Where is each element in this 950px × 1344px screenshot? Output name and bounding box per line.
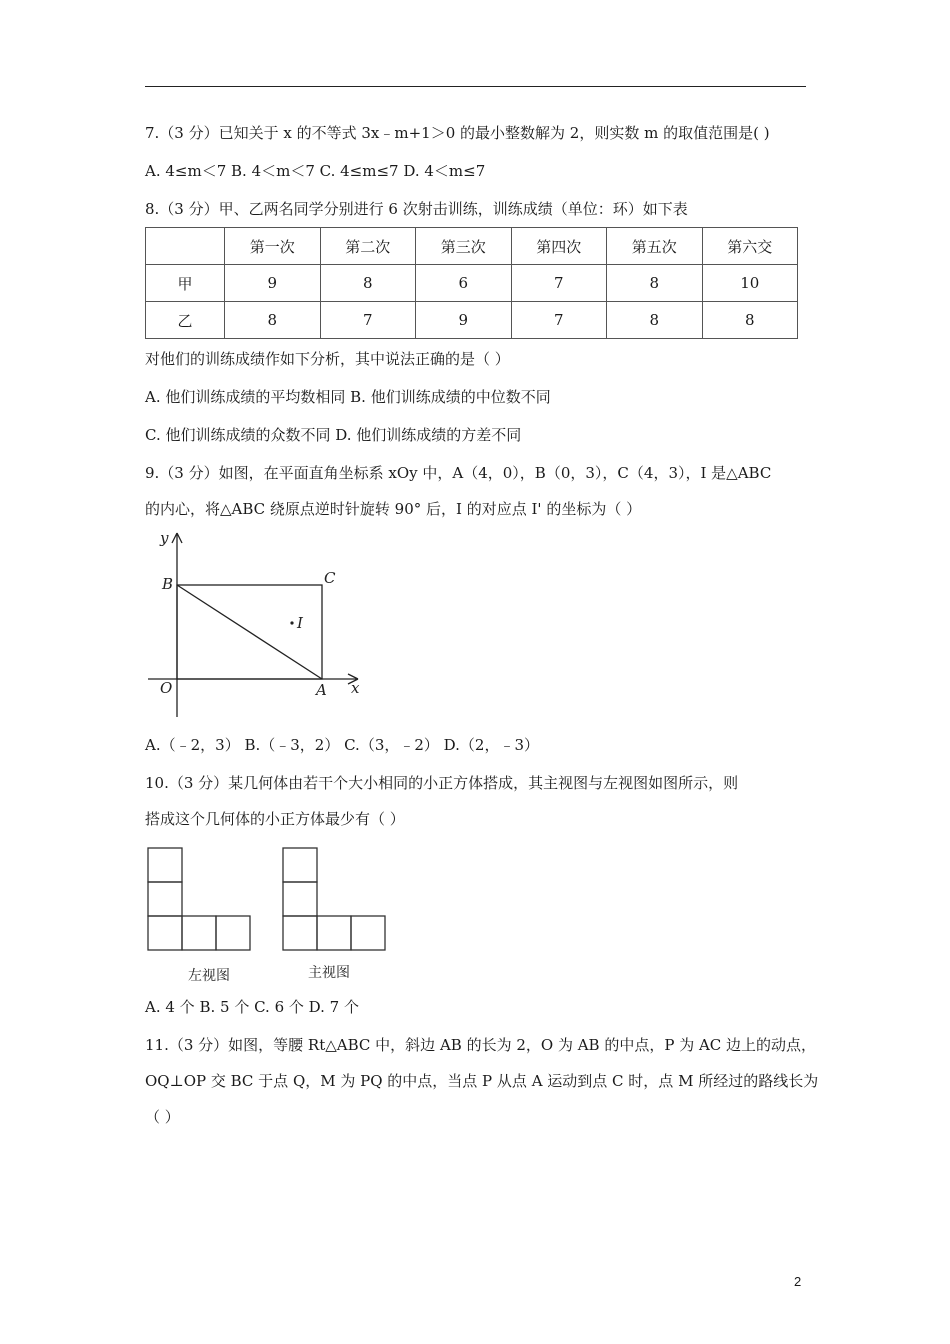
- left-view-cube: [148, 848, 182, 882]
- main-view-cube: [283, 882, 317, 916]
- left-view-cube: [148, 916, 182, 950]
- table-cell: 10: [702, 265, 798, 302]
- table-header-cell: 第六交: [702, 228, 798, 265]
- table-cell: 7: [511, 265, 607, 302]
- main-view-caption: 主视图: [308, 965, 350, 981]
- table-header-row: [146, 228, 798, 265]
- q10-options: A. 4 个 B. 5 个 C. 6 个 D. 7 个: [145, 998, 359, 1016]
- label-y: y: [160, 529, 169, 547]
- table-cell: 8: [607, 265, 703, 302]
- table-cell: 8: [320, 265, 416, 302]
- table-header-cell: 第五次: [607, 228, 703, 265]
- table-cell: 8: [225, 302, 321, 339]
- table-cell: 7: [320, 302, 416, 339]
- q7-stem: 7.（3 分）已知关于 x 的不等式 3x﹣m+1＞0 的最小整数解为 2，则实数 m 的取值范围是( ): [145, 124, 770, 142]
- label-i: I: [297, 614, 303, 632]
- label-c: C: [324, 569, 336, 587]
- table-cell: 甲: [146, 265, 225, 302]
- table-cell: 9: [225, 265, 321, 302]
- label-a: A: [316, 681, 327, 699]
- table-cell: 6: [416, 265, 512, 302]
- q7-options: A. 4≤m＜7 B. 4＜m＜7 C. 4≤m≤7 D. 4＜m≤7: [145, 162, 486, 180]
- main-view-figure: [280, 845, 390, 985]
- left-view-caption: 左视图: [188, 968, 230, 984]
- score-table: [145, 227, 798, 339]
- header-rule: [145, 86, 806, 87]
- table-header-cell: [146, 228, 225, 265]
- segment-ab: [177, 585, 322, 679]
- coordinate-figure: [140, 525, 370, 725]
- q11-stem-line2: OQ⊥OP 交 BC 于点 Q，M 为 PQ 的中点，当点 P 从点 A 运动到点 C 时，点 M 所经过的路线长为: [145, 1072, 819, 1090]
- table-header-cell: 第四次: [511, 228, 607, 265]
- table-cell: 7: [511, 302, 607, 339]
- left-view-cube: [182, 916, 216, 950]
- q9-options: A.（﹣2，3） B.（﹣3，2） C.（3，﹣2） D.（2，﹣3）: [145, 736, 540, 754]
- label-b: B: [162, 575, 174, 593]
- q10-stem-line1: 10.（3 分）某几何体由若干个大小相同的小正方体搭成，其主视图与左视图如图所示，则: [145, 774, 739, 792]
- q11-stem-line3: （ ）: [145, 1108, 180, 1126]
- q9-stem-line1: 9.（3 分）如图，在平面直角坐标系 xOy 中，A（4，0），B（0，3），C（4，3），I 是△ABC: [145, 464, 772, 482]
- label-x: x: [351, 679, 360, 697]
- q10-stem-line2: 搭成这个几何体的小正方体最少有（ ）: [145, 810, 405, 828]
- q11-stem-line1: 11.（3 分）如图，等腰 Rt△ABC 中，斜边 AB 的长为 2，O 为 AB 的中点，P 为 AC 边上的动点，: [145, 1036, 817, 1054]
- table-cell: 9: [416, 302, 512, 339]
- incenter-point: [290, 621, 293, 624]
- q8-option-ab: A. 他们训练成绩的平均数相同 B. 他们训练成绩的中位数不同: [145, 388, 551, 406]
- table-header-cell: 第二次: [320, 228, 416, 265]
- q9-stem-line2: 的内心，将△ABC 绕原点逆时针旋转 90° 后，I 的对应点 I' 的坐标为（ ）: [145, 500, 642, 518]
- q8-option-cd: C. 他们训练成绩的众数不同 D. 他们训练成绩的方差不同: [145, 426, 522, 444]
- page-number: 2: [794, 1274, 802, 1289]
- left-view-cube: [148, 882, 182, 916]
- table-header-cell: 第一次: [225, 228, 321, 265]
- table-cell: 8: [607, 302, 703, 339]
- main-view-cube: [283, 848, 317, 882]
- label-o: O: [160, 679, 173, 697]
- main-view-cube: [283, 916, 317, 950]
- table-cell: 8: [702, 302, 798, 339]
- q8-stem: 8.（3 分）甲、乙两名同学分别进行 6 次射击训练，训练成绩（单位：环）如下表: [145, 200, 688, 218]
- table-cell: 乙: [146, 302, 225, 339]
- table-row: [146, 302, 798, 339]
- left-view-cube: [216, 916, 250, 950]
- q8-analysis: 对他们的训练成绩作如下分析，其中说法正确的是（ ）: [145, 350, 510, 368]
- table-row: [146, 265, 798, 302]
- main-view-cube: [317, 916, 351, 950]
- table-header-cell: 第三次: [416, 228, 512, 265]
- main-view-cube: [351, 916, 385, 950]
- left-view-figure: [145, 845, 255, 985]
